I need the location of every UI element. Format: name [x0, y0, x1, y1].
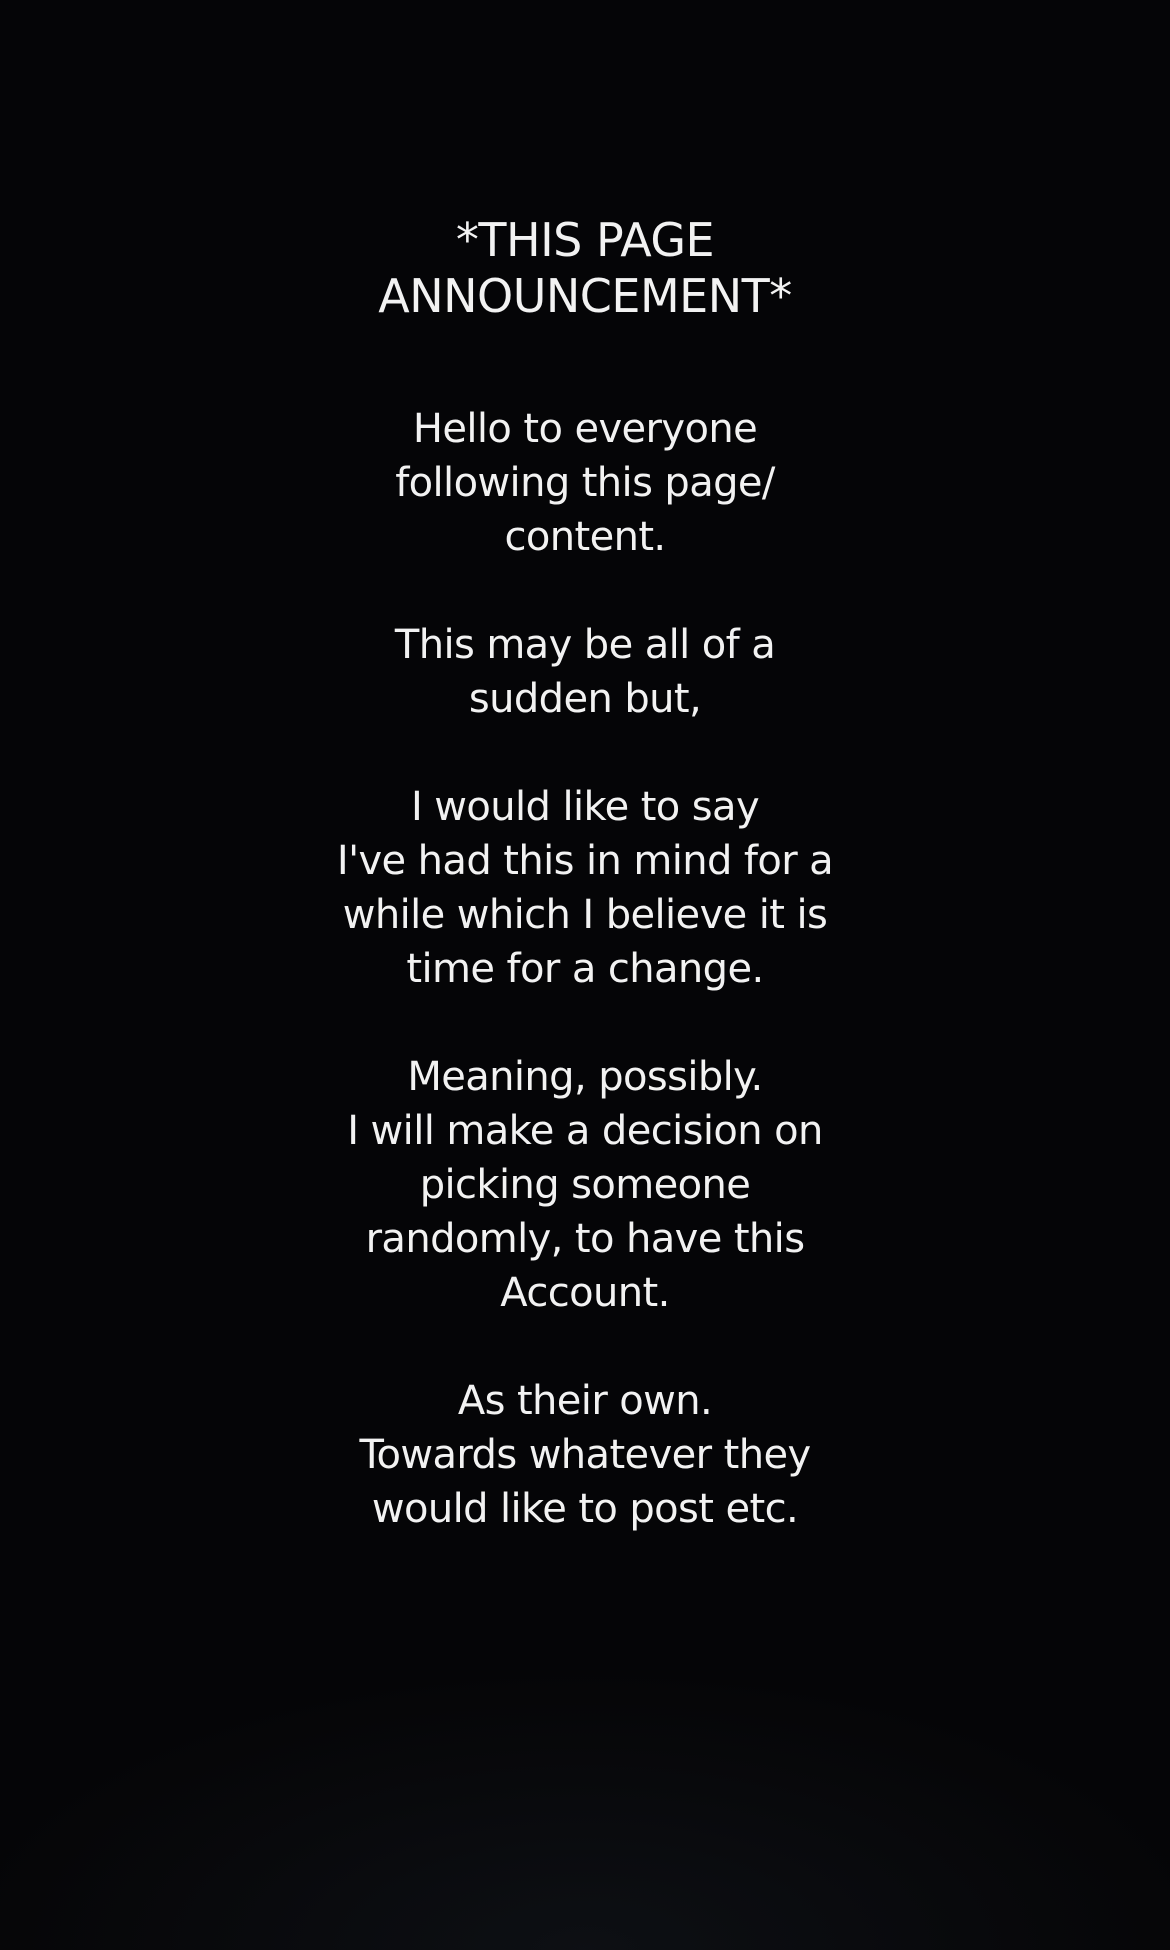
title-line: ANNOUNCEMENT*	[378, 269, 792, 323]
text-line: time for a change.	[406, 946, 764, 992]
paragraph-own	[0, 1374, 1170, 1536]
text-line: picking someone	[419, 1162, 751, 1208]
text-line: while which I believe it is	[342, 892, 828, 938]
text-line: randomly, to have this	[365, 1216, 805, 1262]
text-line: Meaning, possibly.	[407, 1054, 763, 1100]
text-line: As their own.	[457, 1378, 713, 1424]
text-line: I've had this in mind for a	[336, 838, 834, 884]
paragraph-change	[0, 780, 1170, 996]
text-line: following this page/	[395, 460, 775, 506]
text-line: This may be all of a	[394, 622, 776, 668]
text-line: content.	[504, 514, 666, 560]
announcement-title	[0, 212, 1170, 324]
text-line: I would like to say	[410, 784, 760, 830]
text-line: I will make a decision on	[347, 1108, 823, 1154]
text-line: would like to post etc.	[371, 1486, 799, 1532]
title-line: *THIS PAGE	[455, 213, 715, 267]
text-line: Towards whatever they	[359, 1432, 811, 1478]
text-line: Account.	[500, 1270, 670, 1316]
paragraph-sudden	[0, 618, 1170, 726]
announcement-content	[0, 212, 1170, 1536]
text-line: Hello to everyone	[412, 406, 758, 452]
paragraph-decision	[0, 1050, 1170, 1320]
paragraph-greeting	[0, 402, 1170, 564]
text-line: sudden but,	[468, 676, 702, 722]
